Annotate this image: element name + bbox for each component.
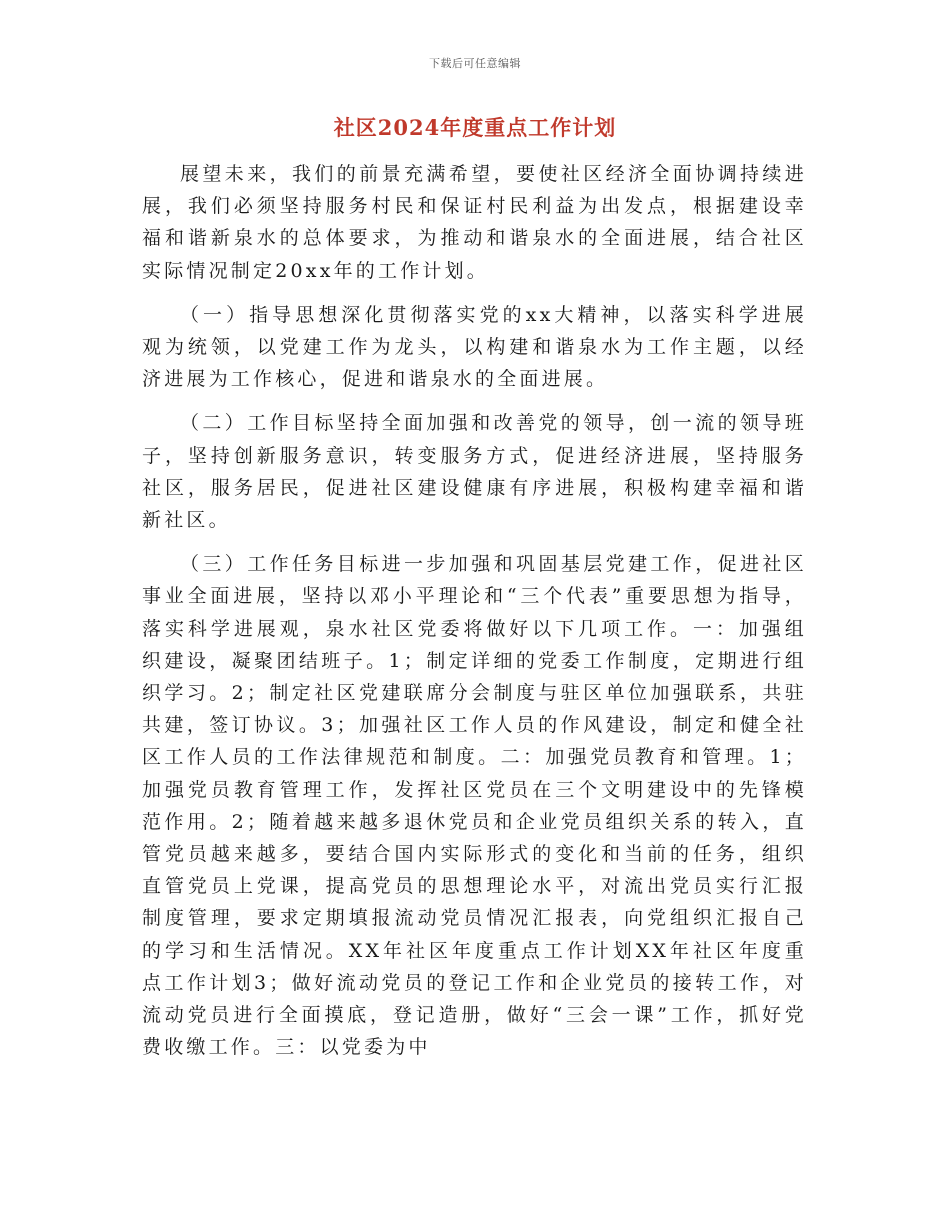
- document-title: 社区2024年度重点工作计划: [333, 115, 617, 140]
- document-body: [142, 158, 807, 1075]
- paragraph-work-tasks: （三）工作任务目标进一步加强和巩固基层党建工作，促进社区事业全面进展，坚持以邓小平理论和“三个代表”重要思想为指导，落实科学进展观，泉水社区党委将做好以下几项工作。一：加强组织建设，凝聚团结班子。1；制定详细的党委工作制度，定期进行组织学习。2；制定社区党建联席分会制度与驻区单位加强联系，共驻共建，签订协议。3；加强社区工作人员的作风建设，制定和健全社区工作人员的工作法律规范和制度。二：加强党员教育和管理。1；加强党员教育管理工作，发挥社区党员在三个文明建设中的先锋模范作用。2；随着越来越多退休党员和企业党员组织关系的转入，直管党员越来越多，要结合国内实际形式的变化和当前的任务，组织直管党员上党课，提高党员的思想理论水平，对流出党员实行汇报制度管理，要求定期填报流动党员情况汇报表，向党组织汇报自己的学习和生活情况。XX年社区年度重点工作计划XX年社区年度重点工作计划3；做好流动党员的登记工作和企业党员的接转工作，对流动党员进行全面摸底，登记造册，做好“三会一课”工作，抓好党费收缴工作。三：以党委为中: [142, 553, 807, 1059]
- paragraph-guiding-thought: （一）指导思想深化贯彻落实党的xx大精神，以落实科学进展观为统领，以党建工作为龙头，以构建和谐泉水为工作主题，以经济进展为工作核心，促进和谐泉水的全面进展。: [142, 303, 807, 391]
- header-note: 下载后可任意编辑: [429, 57, 521, 70]
- paragraph-intro: 展望未来，我们的前景充满希望，要使社区经济全面协调持续进展，我们必须坚持服务村民和保证村民利益为出发点，根据建设幸福和谐新泉水的总体要求，为推动和谐泉水的全面进展，结合社区实际情况制定20xx年的工作计划。: [142, 163, 807, 282]
- paragraph-work-goals: （二）工作目标坚持全面加强和改善党的领导，创一流的领导班子，坚持创新服务意识，转变服务方式，促进经济进展，坚持服务社区，服务居民，促进社区建设健康有序进展，积极构建幸福和谐新社区。: [142, 412, 807, 532]
